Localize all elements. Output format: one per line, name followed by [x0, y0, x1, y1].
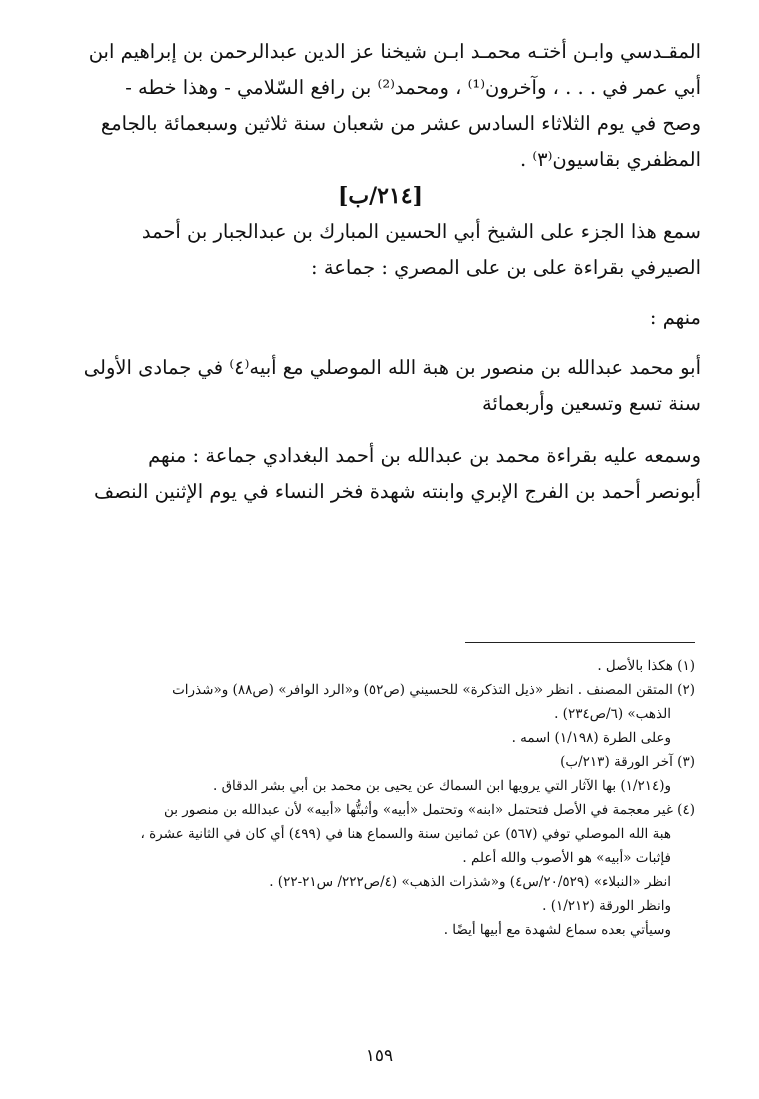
text-line: المظفري بقاسيون⁽٣⁾ .	[519, 148, 701, 171]
intro-paragraph	[60, 34, 701, 178]
text-line: أبي عمر في . . . ، وآخرون⁽¹⁾ ، ومحمد⁽²⁾ بن رافع السّلامي - وهذا خطه -	[125, 76, 701, 99]
text-line: (٢) المتقن المصنف . انظر «ذيل التذكرة» للحسيني (ص٥٢) و«الرد الوافر» (ص٨٨) و«شذرات	[172, 682, 695, 698]
text-line: المقـدسي وابـن أختـه محمـد ابـن شيخنا عز الدين عبدالرحمن بن إبراهيم ابن	[88, 40, 701, 63]
main-text	[60, 34, 701, 510]
text-line: وسمعه عليه بقراءة محمد بن عبدالله بن أحمد البغدادي جماعة : منهم	[148, 444, 701, 467]
folio-heading: [٢١٤/ب]	[337, 183, 424, 209]
text-line: الذهب» (٦/ص٢٣٤) .	[554, 706, 671, 722]
footnotes	[60, 654, 695, 942]
text-line: الصيرفي بقراءة على بن على المصري : جماعة :	[311, 256, 701, 279]
text-line: أبو محمد عبدالله بن منصور بن هبة الله الموصلي مع أبيه⁽٤⁾ في جمادى الأولى	[83, 356, 701, 379]
footnote-2-extra: وعلى الطرة (١/١٩٨) اسمه .	[511, 730, 671, 746]
second-sama-paragraph	[60, 438, 701, 510]
footnote-1: (١) هكذا بالأصل .	[597, 658, 695, 674]
footnote-3: (٣) آخر الورقة (٢١٣/ب)	[560, 754, 695, 770]
text-line: سمع هذا الجزء على الشيخ أبي الحسين المبارك بن عبدالجبار بن أحمد	[141, 220, 701, 243]
footnote-2	[60, 678, 695, 726]
listener-paragraph	[60, 350, 701, 422]
text-line: وصح في يوم الثلاثاء السادس عشر من شعبان سنة ثلاثين وسبعمائة بالجامع	[100, 112, 701, 135]
minhum-label: منهم :	[649, 306, 701, 329]
text-line: سنة تسع وتسعين وأربعمائة	[481, 392, 701, 415]
page-number: ١٥٩	[365, 1046, 394, 1066]
text-line: أبونصر أحمد بن الفرج الإبري وابنته شهدة فخر النساء في يوم الإثنين النصف	[94, 480, 701, 503]
footnote-4-extra: انظر «النبلاء» (٢٠/٥٢٩/س٤) و«شذرات الذهب» (٤/ص٢٢٢/ س٢١-٢٢) .	[269, 874, 671, 890]
text-line: فإثبات «أبيه» هو الأصوب والله أعلم .	[462, 850, 671, 866]
sama-paragraph	[60, 214, 701, 286]
footnote-4-extra: وانظر الورقة (١/٢١٢) .	[542, 898, 671, 914]
footnote-divider	[465, 642, 695, 643]
footnote-4	[60, 798, 695, 870]
text-line: (٤) غير معجمة في الأصل فتحتمل «ابنه» وتحتمل «أبيه» وأثبتُّها «أبيه» لأن عبدالله بن منصور بن	[163, 802, 695, 818]
text-line: هبة الله الموصلي توفي (٥٦٧) عن ثمانين سنة والسماع هنا في (٤٩٩) أي كان في الثانية عشرة ،	[140, 826, 671, 842]
footnote-3-extra: و(١/٢١٤) بها الآثار التي يرويها ابن السماك عن يحيى بن محمد بن أبي بشر الدقاق .	[213, 778, 671, 794]
footnote-4-extra: وسيأتي بعده سماع لشهدة مع أبيها أيضًا .	[443, 922, 671, 938]
